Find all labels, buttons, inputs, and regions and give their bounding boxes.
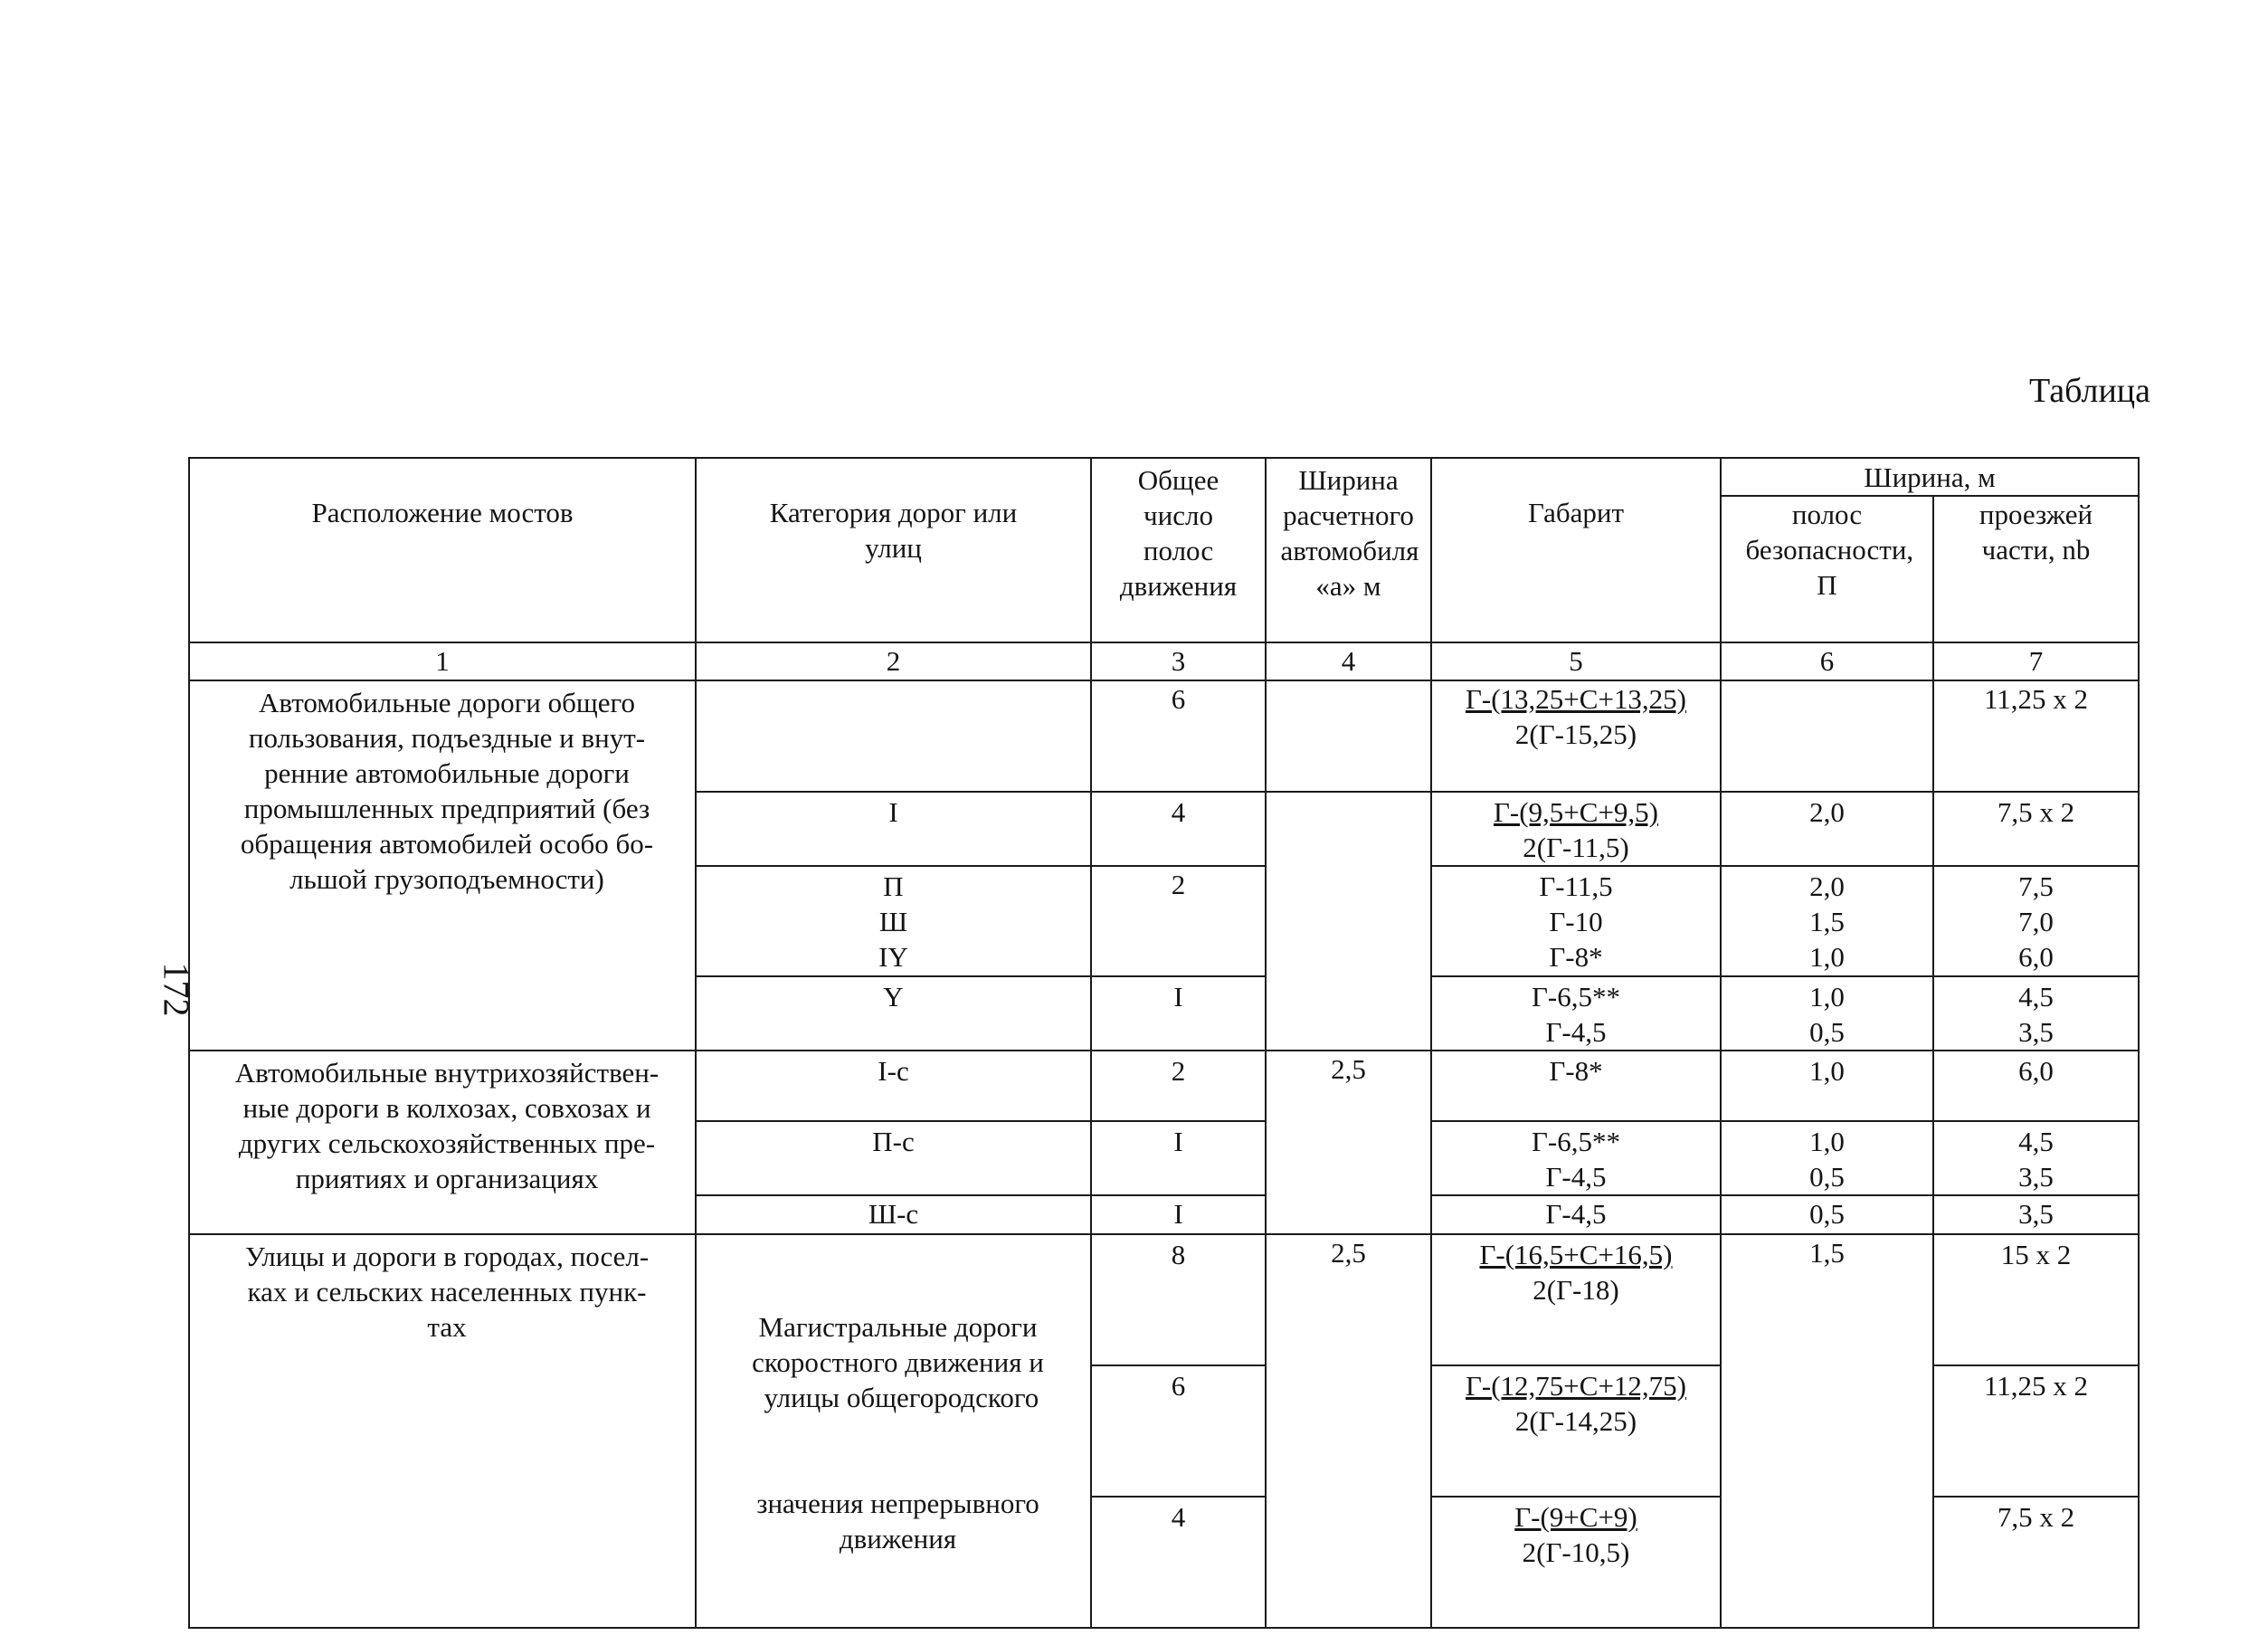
safety-cell: 2,0 (1721, 792, 1933, 866)
vehicle-width-cell: 2,5 (1266, 1234, 1431, 1628)
vehicle-width-cell: 2,5 (1266, 1051, 1431, 1234)
category-section-3: Магистральные дороги скоростного движения и улицы общегородского значения непрерывного движения (696, 1234, 1091, 1628)
gabarit-cell: Г-(12,75+С+12,75) 2(Г-14,25) (1431, 1365, 1721, 1497)
gabarit-cell: Г-4,5 (1431, 1195, 1721, 1234)
column-number: 6 (1721, 642, 1933, 680)
table-row (189, 680, 2139, 792)
lanes-cell: 6 (1091, 1365, 1266, 1497)
roadway-cell: 4,5 3,5 (1933, 976, 2139, 1051)
roadway-cell: 7,5 х 2 (1933, 1497, 2139, 1628)
header-width-group: Ширина, м (1721, 458, 2139, 496)
lanes-cell: 4 (1091, 1497, 1266, 1628)
gabarit-cell: Г-6,5** Г-4,5 (1431, 976, 1721, 1051)
safety-cell: 1,0 (1721, 1051, 1933, 1121)
column-number: 3 (1091, 642, 1266, 680)
safety-cell: 1,0 0,5 (1721, 976, 1933, 1051)
gabarit-cell: Г-6,5** Г-4,5 (1431, 1121, 1721, 1195)
header-safety: полос безопасности, П (1721, 496, 1933, 642)
gabarit-cell: Г-(16,5+С+16,5) 2(Г-18) (1431, 1234, 1721, 1365)
roadway-cell: 3,5 (1933, 1195, 2139, 1234)
header-lanes: Общее число полос движения (1091, 458, 1266, 642)
roadway-cell: 7,5 7,0 6,0 (1933, 866, 2139, 976)
column-number: 7 (1933, 642, 2139, 680)
roadway-cell: 11,25 х 2 (1933, 1365, 2139, 1497)
safety-cell: 0,5 (1721, 1195, 1933, 1234)
header-gabarit: Габарит (1431, 458, 1721, 642)
column-numbers-row (189, 642, 2139, 680)
category-cell: П Ш IY (696, 866, 1091, 976)
location-section-2: Автомобильные внутрихозяйствен- ные дороги в колхозах, совхозах и других сельскохозяйственных пре- приятиях и организациях (189, 1051, 696, 1234)
category-cell: I-с (696, 1051, 1091, 1121)
column-number: 1 (189, 642, 696, 680)
table-caption: Таблица (2028, 372, 2150, 410)
lanes-cell: I (1091, 1121, 1266, 1195)
table-row (189, 1234, 2139, 1365)
location-section-3: Улицы и дороги в городах, посел- ках и сельских населенных пунк- тах (189, 1234, 696, 1628)
category-cell (696, 680, 1091, 792)
column-number: 4 (1266, 642, 1431, 680)
safety-cell (1721, 680, 1933, 792)
safety-cell: 1,0 0,5 (1721, 1121, 1933, 1195)
vehicle-width-cell (1266, 680, 1431, 792)
gabarit-cell: Г-8* (1431, 1051, 1721, 1121)
lanes-cell: 6 (1091, 680, 1266, 792)
roadway-cell: 15 х 2 (1933, 1234, 2139, 1365)
gabarit-cell: Г-11,5 Г-10 Г-8* (1431, 866, 1721, 976)
bridge-dimensions-table (188, 457, 2140, 1629)
safety-cell: 2,0 1,5 1,0 (1721, 866, 1933, 976)
roadway-cell: 11,25 х 2 (1933, 680, 2139, 792)
lanes-cell: 2 (1091, 1051, 1266, 1121)
lanes-cell: I (1091, 976, 1266, 1051)
column-number: 5 (1431, 642, 1721, 680)
column-number: 2 (696, 642, 1091, 680)
location-section-1: Автомобильные дороги общего пользования, подъездные и внут- ренние автомобильные дороги промышленных предприятий (без обращения автомобилей особо бо- льшой грузоподъемности) (189, 680, 696, 1051)
header-vehicle-width: Ширина расчетного автомобиля «а» м (1266, 458, 1431, 642)
category-cell: П-с (696, 1121, 1091, 1195)
category-cell: I (696, 792, 1091, 866)
lanes-cell: 8 (1091, 1234, 1266, 1365)
lanes-cell: I (1091, 1195, 1266, 1234)
roadway-cell: 6,0 (1933, 1051, 2139, 1121)
roadway-cell: 7,5 х 2 (1933, 792, 2139, 866)
gabarit-cell: Г-(9,5+С+9,5) 2(Г-11,5) (1431, 792, 1721, 866)
vehicle-width-cell (1266, 792, 1431, 1051)
lanes-cell: 4 (1091, 792, 1266, 866)
table-row (189, 1051, 2139, 1121)
header-location: Расположение мостов (189, 458, 696, 642)
safety-cell: 1,5 (1721, 1234, 1933, 1628)
gabarit-cell: Г-(13,25+С+13,25) 2(Г-15,25) (1431, 680, 1721, 792)
header-roadway: проезжей части, nb (1933, 496, 2139, 642)
roadway-cell: 4,5 3,5 (1933, 1121, 2139, 1195)
category-cell: Ш-с (696, 1195, 1091, 1234)
header-category: Категория дорог или улиц (696, 458, 1091, 642)
lanes-cell: 2 (1091, 866, 1266, 976)
gabarit-cell: Г-(9+С+9) 2(Г-10,5) (1431, 1497, 1721, 1628)
page-number: 172 (156, 962, 197, 1017)
category-cell: Y (696, 976, 1091, 1051)
